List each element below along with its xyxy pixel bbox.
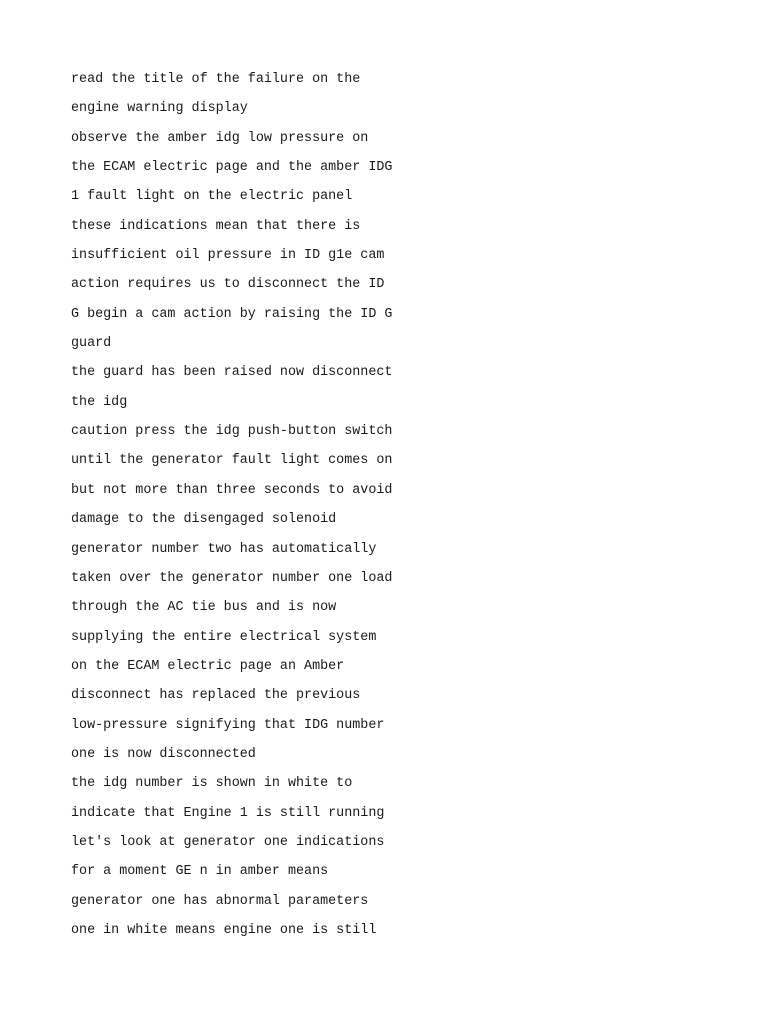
text-line: until the generator fault light comes on <box>71 453 393 469</box>
text-line: but not more than three seconds to avoid <box>71 482 393 498</box>
text-line: the idg <box>71 394 128 410</box>
text-line: caution press the idg push-button switch <box>71 424 393 440</box>
text-line: low-pressure signifying that IDG number <box>71 717 385 733</box>
text-line: the ECAM electric page and the amber IDG <box>71 160 393 176</box>
text-line: observe the amber idg low pressure on <box>71 130 369 146</box>
text-line: disconnect has replaced the previous <box>71 688 361 704</box>
text-line: damage to the disengaged solenoid <box>71 512 337 528</box>
text-line: one in white means engine one is still <box>71 922 377 938</box>
text-line: action requires us to disconnect the ID <box>71 277 385 293</box>
text-line: one is now disconnected <box>71 746 256 762</box>
text-line: 1 fault light on the electric panel <box>71 189 353 205</box>
text-line: for a moment GE n in amber means <box>71 864 329 880</box>
text-line: on the ECAM electric page an Amber <box>71 658 345 674</box>
transcript-text <box>71 65 392 945</box>
text-line: indicate that Engine 1 is still running <box>71 805 385 821</box>
text-line: supplying the entire electrical system <box>71 629 377 645</box>
text-line: generator number two has automatically <box>71 541 377 557</box>
text-line: generator one has abnormal parameters <box>71 893 369 909</box>
text-line: the guard has been raised now disconnect <box>71 365 393 381</box>
text-line: through the AC tie bus and is now <box>71 600 337 616</box>
text-line: these indications mean that there is <box>71 218 361 234</box>
text-line: G begin a cam action by raising the ID G <box>71 306 393 322</box>
text-line: the idg number is shown in white to <box>71 776 353 792</box>
text-line: engine warning display <box>71 101 248 117</box>
text-line: insufficient oil pressure in ID g1e cam <box>71 248 385 264</box>
text-line: taken over the generator number one load <box>71 570 393 586</box>
text-line: read the title of the failure on the <box>71 72 361 87</box>
text-line: let's look at generator one indications <box>71 834 385 850</box>
text-line: guard <box>71 336 112 352</box>
